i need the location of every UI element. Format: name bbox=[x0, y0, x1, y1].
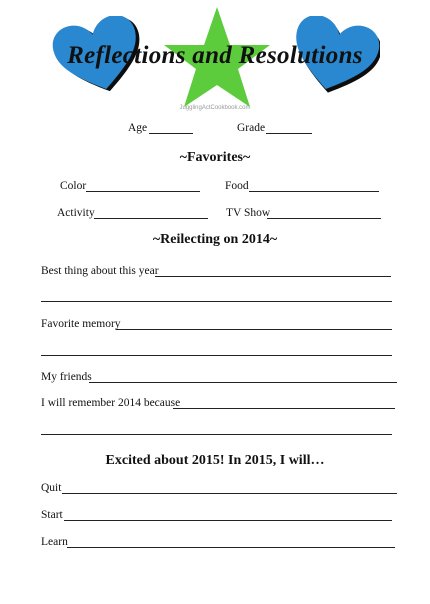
age-label: Age bbox=[128, 122, 148, 134]
grade-field[interactable] bbox=[266, 133, 312, 134]
start-label: Start bbox=[41, 509, 63, 521]
age-field[interactable] bbox=[149, 133, 193, 134]
best-thing-field-continued[interactable] bbox=[41, 301, 392, 302]
my-friends-field[interactable] bbox=[89, 382, 397, 383]
favorite-memory-label: Favorite memory bbox=[41, 318, 121, 330]
color-label: Color bbox=[60, 180, 87, 192]
activity-field[interactable] bbox=[94, 218, 208, 219]
grade-label: Grade bbox=[237, 122, 266, 134]
favorite-memory-field[interactable] bbox=[116, 329, 392, 330]
tv-show-label: TV Show bbox=[226, 207, 271, 219]
learn-field[interactable] bbox=[67, 547, 395, 548]
remember-field-continued[interactable] bbox=[41, 434, 392, 435]
my-friends-label: My friends bbox=[41, 371, 92, 383]
learn-label: Learn bbox=[41, 536, 68, 548]
favorite-memory-field-continued[interactable] bbox=[41, 355, 392, 356]
food-label: Food bbox=[225, 180, 249, 192]
best-thing-field[interactable] bbox=[155, 276, 391, 277]
reflecting-heading: ~Reilecting on 2014~ bbox=[152, 232, 278, 247]
color-field[interactable] bbox=[86, 191, 200, 192]
remember-label: I will remember 2014 because bbox=[41, 397, 181, 409]
quit-label: Quit bbox=[41, 482, 62, 494]
start-field[interactable] bbox=[64, 520, 392, 521]
best-thing-label: Best thing about this year bbox=[41, 265, 159, 277]
tv-show-field[interactable] bbox=[267, 218, 381, 219]
favorites-heading: ~Favorites~ bbox=[179, 150, 251, 165]
remember-field[interactable] bbox=[173, 408, 395, 409]
activity-label: Activity bbox=[57, 207, 95, 219]
watermark-text: JugglingActCookbook.com bbox=[179, 105, 251, 111]
food-field[interactable] bbox=[249, 191, 379, 192]
page-title: Reflections and Resolutions bbox=[67, 42, 363, 69]
quit-field[interactable] bbox=[62, 493, 397, 494]
resolutions-heading: Excited about 2015! In 2015, I will… bbox=[105, 453, 325, 468]
